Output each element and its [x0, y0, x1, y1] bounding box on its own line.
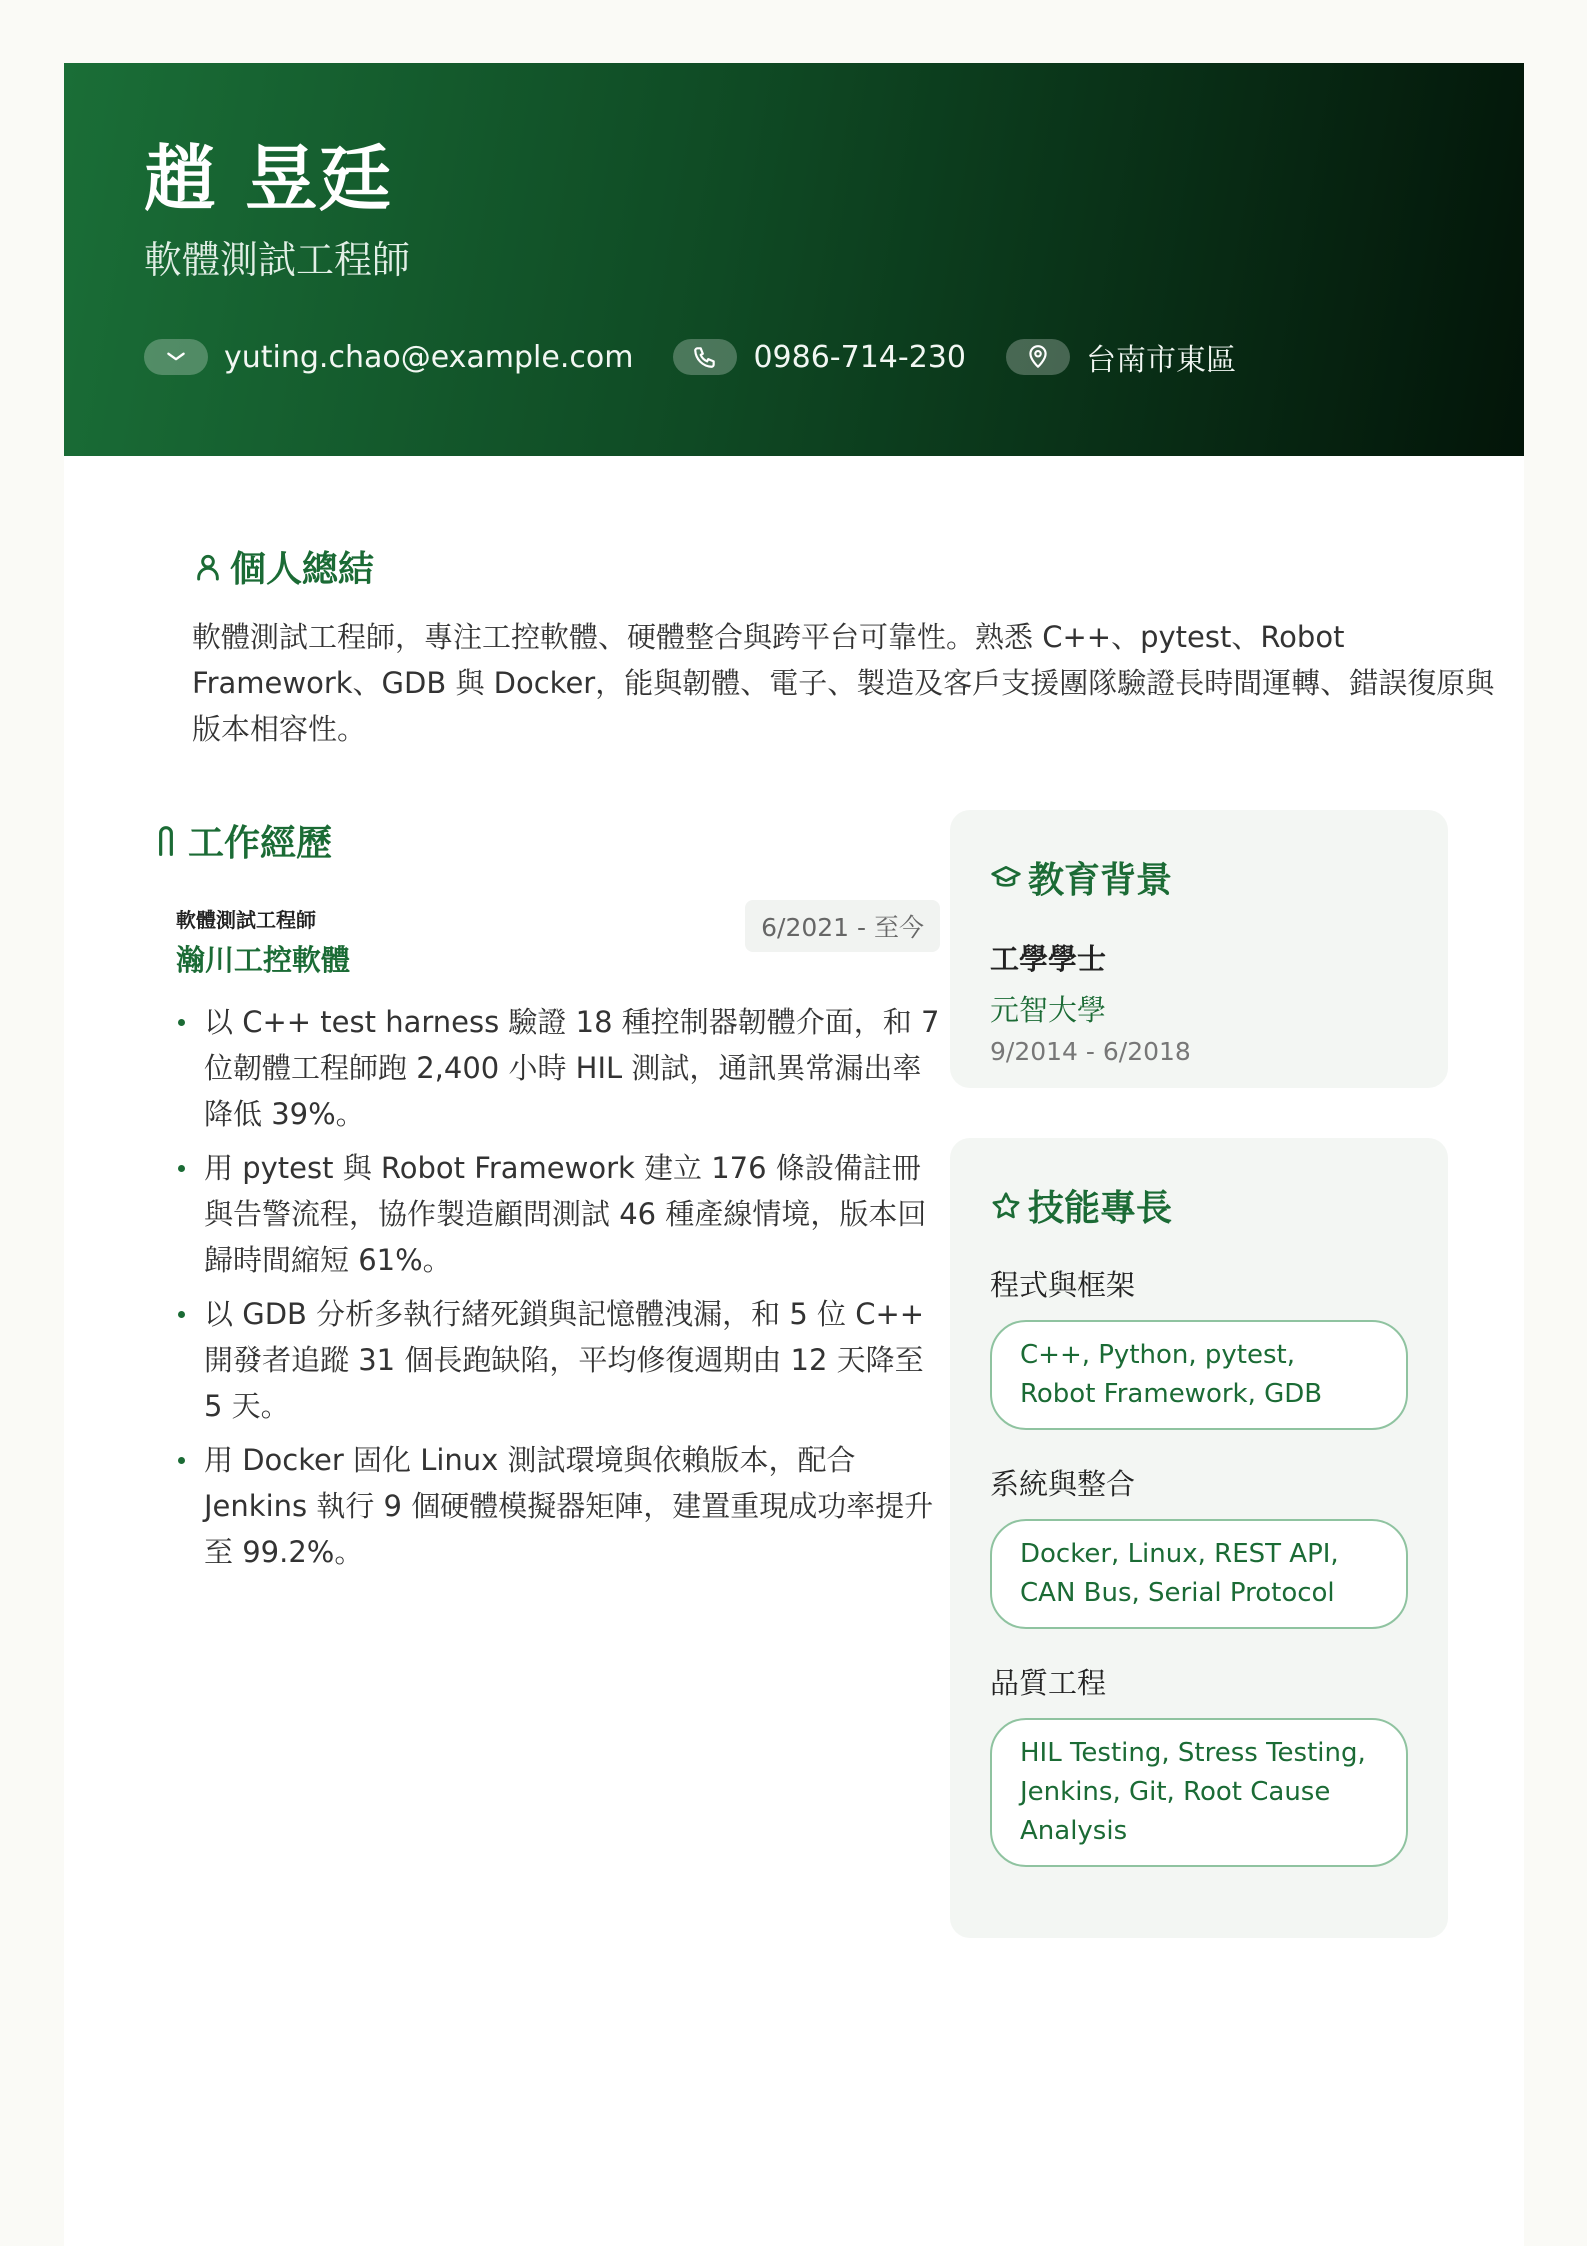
summary-heading: [192, 541, 1512, 592]
skill-group-items: C++, Python, pytest, Robot Framework, GDB: [990, 1320, 1408, 1430]
job-company: 瀚川工控軟體: [176, 943, 351, 977]
resume-header: [64, 63, 1524, 456]
candidate-role: 軟體測試工程師: [144, 238, 411, 282]
contact-phone[interactable]: [673, 339, 966, 375]
work-heading: [150, 815, 940, 866]
skill-group: [990, 1661, 1408, 1867]
job-bullet: 以 C++ test harness 驗證 18 種控制器韌體介面，和 7 位韌體工程師跑 2,400 小時 HIL 測試，通訊異常漏出率降低 39%。: [176, 999, 940, 1137]
skill-group-label: 程式與框架: [990, 1268, 1136, 1302]
phone-text: 0986-714-230: [753, 339, 966, 375]
resume-page: [64, 63, 1524, 2246]
skills-card: [950, 1138, 1448, 1938]
job-bullet: 用 pytest 與 Robot Framework 建立 176 條設備註冊與告警流程，協作製造顧問測試 46 種產線情境，版本回歸時間縮短 61%。: [176, 1145, 940, 1283]
education-heading: [990, 852, 1408, 903]
summary-text: 軟體測試工程師，專注工控軟體、硬體整合與跨平台可靠性。熟悉 C++、pytest、Robot Framework、GDB 與 Docker，能與韌體、電子、製造及客戶支援團隊驗證長時間運轉、錯誤復原與版本相容性。: [192, 620, 1495, 746]
job-bullet: 用 Docker 固化 Linux 測試環境與依賴版本，配合 Jenkins 執行 9 個硬體模擬器矩陣，建置重現成功率提升至 99.2%。: [176, 1437, 940, 1575]
degree: 工學學士: [990, 942, 1107, 976]
contact-location: [1006, 335, 1236, 379]
summary-section: [192, 541, 1512, 752]
location-text: 台南市東區: [1085, 343, 1236, 378]
star-icon: [990, 1190, 1022, 1222]
job-entry: [150, 908, 940, 1575]
job-title: 軟體測試工程師: [176, 908, 316, 932]
skill-group-label: 品質工程: [990, 1666, 1107, 1700]
phone-icon: [673, 339, 737, 375]
chevron-down-icon: [144, 339, 208, 375]
skills-heading: [990, 1180, 1408, 1231]
school: 元智大學: [990, 993, 1107, 1027]
skills-title: 技能專長: [1028, 1188, 1173, 1229]
job-bullet: 以 GDB 分析多執行緒死鎖與記憶體洩漏，和 5 位 C++ 開發者追蹤 31 個長跑缺陷，平均修復週期由 12 天降至 5 天。: [176, 1291, 940, 1429]
education-card: [950, 810, 1448, 1088]
job-bullets: [176, 999, 940, 1575]
skill-group: [990, 1462, 1408, 1629]
email-text: yuting.chao@example.com: [224, 339, 634, 375]
job-dates: 6/2021 - 至今: [745, 900, 940, 952]
briefcase-icon: [150, 825, 182, 857]
work-section: [150, 815, 940, 1583]
skill-group: [990, 1263, 1408, 1430]
education-dates: 9/2014 - 6/2018: [990, 1037, 1191, 1066]
work-title: 工作經歷: [188, 823, 333, 864]
person-icon: [192, 551, 224, 583]
location-pin-icon: [1006, 339, 1070, 375]
contact-email[interactable]: [144, 339, 633, 375]
graduation-cap-icon: [990, 862, 1022, 894]
skill-group-items: Docker, Linux, REST API, CAN Bus, Serial Protocol: [990, 1519, 1408, 1629]
summary-title: 個人總結: [230, 549, 375, 590]
skill-group-items: HIL Testing, Stress Testing, Jenkins, Git, Root Cause Analysis: [990, 1718, 1408, 1867]
skill-group-label: 系統與整合: [990, 1467, 1136, 1501]
education-title: 教育背景: [1028, 860, 1173, 901]
contact-list: [144, 335, 1236, 379]
candidate-name: 趙 昱廷: [144, 137, 394, 221]
